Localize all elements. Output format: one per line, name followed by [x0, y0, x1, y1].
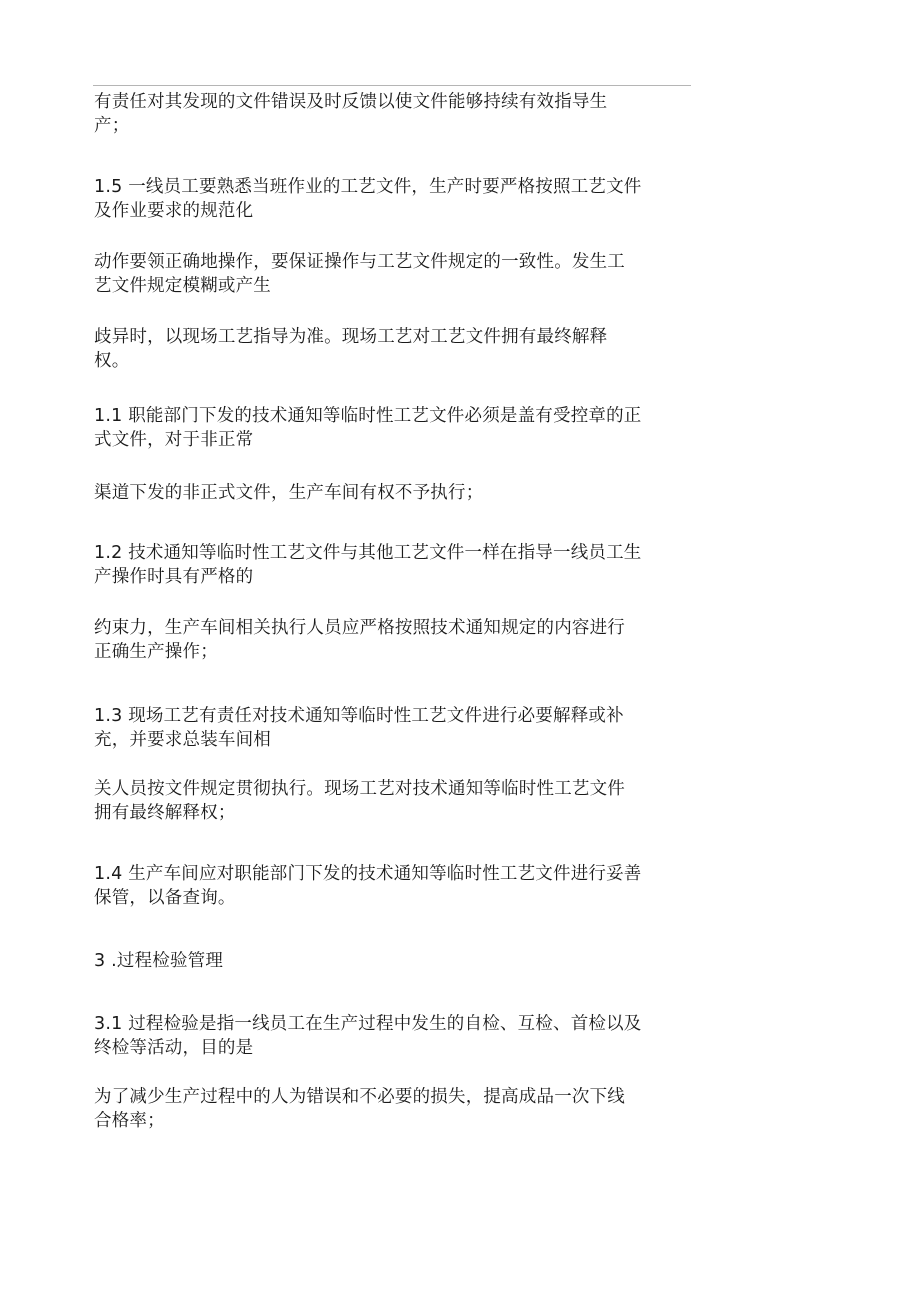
paragraph-1-1-cont: 渠道下发的非正式文件，生产车间有权不予执行； — [94, 483, 484, 503]
paragraph-1-3: 1.3 现场工艺有责任对技术通知等临时性工艺文件进行必要解释或补 充，并要求总装车间相 — [94, 706, 624, 750]
paragraph-3-1-cont: 为了减少生产过程中的人为错误和不必要的损失，提高成品一次下线 合格率； — [94, 1087, 625, 1131]
paragraph-1-5-cont-a: 动作要领正确地操作，要保证操作与工艺文件规定的一致性。发生工 艺文件规定模糊或产生 — [94, 252, 625, 296]
paragraph-1-5-cont-b: 歧异时，以现场工艺指导为准。现场工艺对工艺文件拥有最终解释 权。 — [94, 327, 608, 371]
paragraph-1-1: 1.1 职能部门下发的技术通知等临时性工艺文件必须是盖有受控章的正 式文件，对于非正常 — [94, 406, 642, 450]
paragraph-1-3-cont: 关人员按文件规定贯彻执行。现场工艺对技术通知等临时性工艺文件 拥有最终解释权； — [94, 779, 625, 823]
paragraph-3-1: 3.1 过程检验是指一线员工在生产过程中发生的自检、互检、首检以及 终检等活动，目的是 — [94, 1014, 642, 1058]
paragraph-continuation: 有责任对其发现的文件错误及时反馈以使文件能够持续有效指导生 产； — [94, 92, 608, 136]
paragraph-1-2: 1.2 技术通知等临时性工艺文件与其他工艺文件一样在指导一线员工生 产操作时具有严格的 — [94, 543, 642, 587]
paragraph-1-2-cont: 约束力，生产车间相关执行人员应严格按照技术通知规定的内容进行 正确生产操作； — [94, 618, 625, 662]
paragraph-1-4: 1.4 生产车间应对职能部门下发的技术通知等临时性工艺文件进行妥善 保管，以备查询。 — [94, 864, 642, 908]
section-heading-3: 3 .过程检验管理 — [94, 951, 224, 971]
header-rule — [93, 85, 691, 86]
paragraph-1-5: 1.5 一线员工要熟悉当班作业的工艺文件，生产时要严格按照工艺文件 及作业要求的规范化 — [94, 177, 642, 221]
